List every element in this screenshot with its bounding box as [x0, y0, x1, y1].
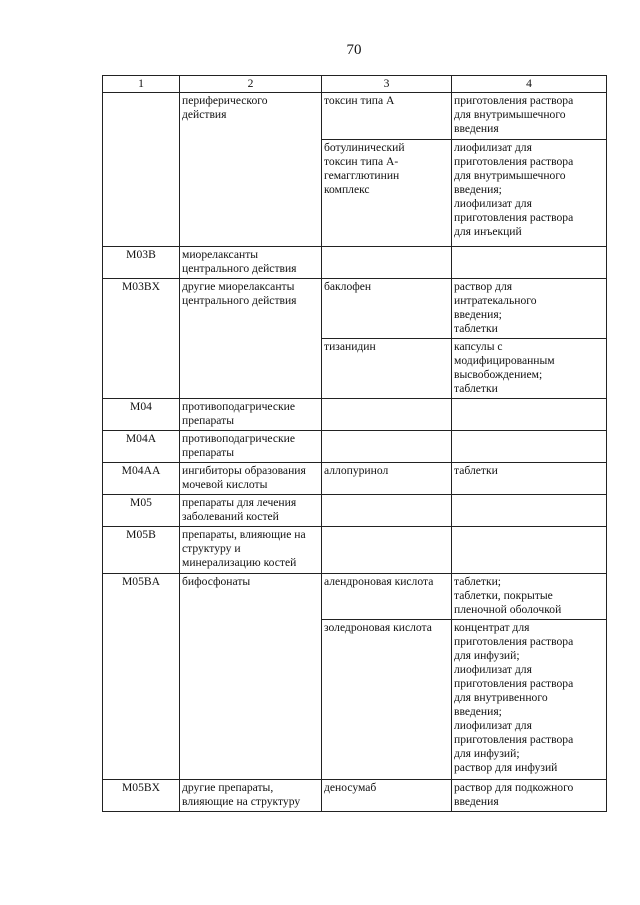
- atc-code-cell: M03BX: [103, 279, 180, 399]
- group-cell: противоподагрические препараты: [180, 399, 322, 431]
- drug-name-cell: золедроновая кислота: [322, 620, 452, 780]
- group-cell: другие препараты, влияющие на структуру: [180, 780, 322, 812]
- drug-name-cell: баклофен: [322, 279, 452, 339]
- dosage-form-cell: концентрат для приготовления раствора для инфузий; лиофилизат для приготовления раствора для внутривенного введения; лиофилизат для приготовления раствора для инфузий; раствор для инфузий: [452, 620, 607, 780]
- drug-name-cell: алендроновая кислота: [322, 574, 452, 620]
- atc-code-cell: M05BA: [103, 574, 180, 780]
- drug-name-cell: [322, 495, 452, 527]
- dosage-form-cell: приготовления раствора для внутримышечного введения: [452, 93, 607, 140]
- group-cell: другие миорелаксанты центрального действия: [180, 279, 322, 399]
- drug-name-cell: ботулинический токсин типа А- гемагглютинин комплекс: [322, 140, 452, 247]
- dosage-form-cell: капсулы с модифицированным высвобождением; таблетки: [452, 339, 607, 399]
- column-header-2: 2: [180, 76, 322, 93]
- drug-name-cell: [322, 247, 452, 279]
- atc-code-cell: M05B: [103, 527, 180, 574]
- dosage-form-cell: [452, 527, 607, 574]
- group-cell: ингибиторы образования мочевой кислоты: [180, 463, 322, 495]
- group-cell: препараты, влияющие на структуру и минерализацию костей: [180, 527, 322, 574]
- column-header-1: 1: [103, 76, 180, 93]
- table-row: [103, 780, 607, 812]
- dosage-form-cell: таблетки: [452, 463, 607, 495]
- table-row: [103, 431, 607, 463]
- drug-name-cell: аллопуринол: [322, 463, 452, 495]
- page-number: 70: [346, 42, 362, 58]
- drug-name-cell: токсин типа А: [322, 93, 452, 140]
- atc-code-cell: M05BX: [103, 780, 180, 812]
- atc-code-cell: M04A: [103, 431, 180, 463]
- column-header-3: 3: [322, 76, 452, 93]
- table-row: [103, 527, 607, 574]
- atc-code-cell: [103, 93, 180, 247]
- drug-table: [102, 75, 607, 812]
- table-row: [103, 93, 607, 140]
- table-row: [103, 574, 607, 620]
- dosage-form-cell: таблетки; таблетки, покрытые пленочной оболочкой: [452, 574, 607, 620]
- drug-name-cell: [322, 527, 452, 574]
- dosage-form-cell: [452, 495, 607, 527]
- atc-code-cell: M04: [103, 399, 180, 431]
- table-header-row: [103, 76, 607, 93]
- group-cell: миорелаксанты центрального действия: [180, 247, 322, 279]
- atc-code-cell: M04AA: [103, 463, 180, 495]
- group-cell: противоподагрические препараты: [180, 431, 322, 463]
- dosage-form-cell: [452, 247, 607, 279]
- group-cell: препараты для лечения заболеваний костей: [180, 495, 322, 527]
- dosage-form-cell: лиофилизат для приготовления раствора для внутримышечного введения; лиофилизат для приготовления раствора для инъекций: [452, 140, 607, 247]
- drug-name-cell: [322, 431, 452, 463]
- drug-name-cell: деносумаб: [322, 780, 452, 812]
- dosage-form-cell: раствор для подкожного введения: [452, 780, 607, 812]
- group-cell: бифосфонаты: [180, 574, 322, 780]
- dosage-form-cell: [452, 431, 607, 463]
- column-header-4: 4: [452, 76, 607, 93]
- group-cell: периферического действия: [180, 93, 322, 247]
- table-row: [103, 495, 607, 527]
- atc-code-cell: M03B: [103, 247, 180, 279]
- dosage-form-cell: раствор для интратекального введения; таблетки: [452, 279, 607, 339]
- table-row: [103, 463, 607, 495]
- table-row: [103, 399, 607, 431]
- dosage-form-cell: [452, 399, 607, 431]
- table-row: [103, 279, 607, 339]
- drug-name-cell: [322, 399, 452, 431]
- atc-code-cell: M05: [103, 495, 180, 527]
- drug-name-cell: тизанидин: [322, 339, 452, 399]
- table-row: [103, 247, 607, 279]
